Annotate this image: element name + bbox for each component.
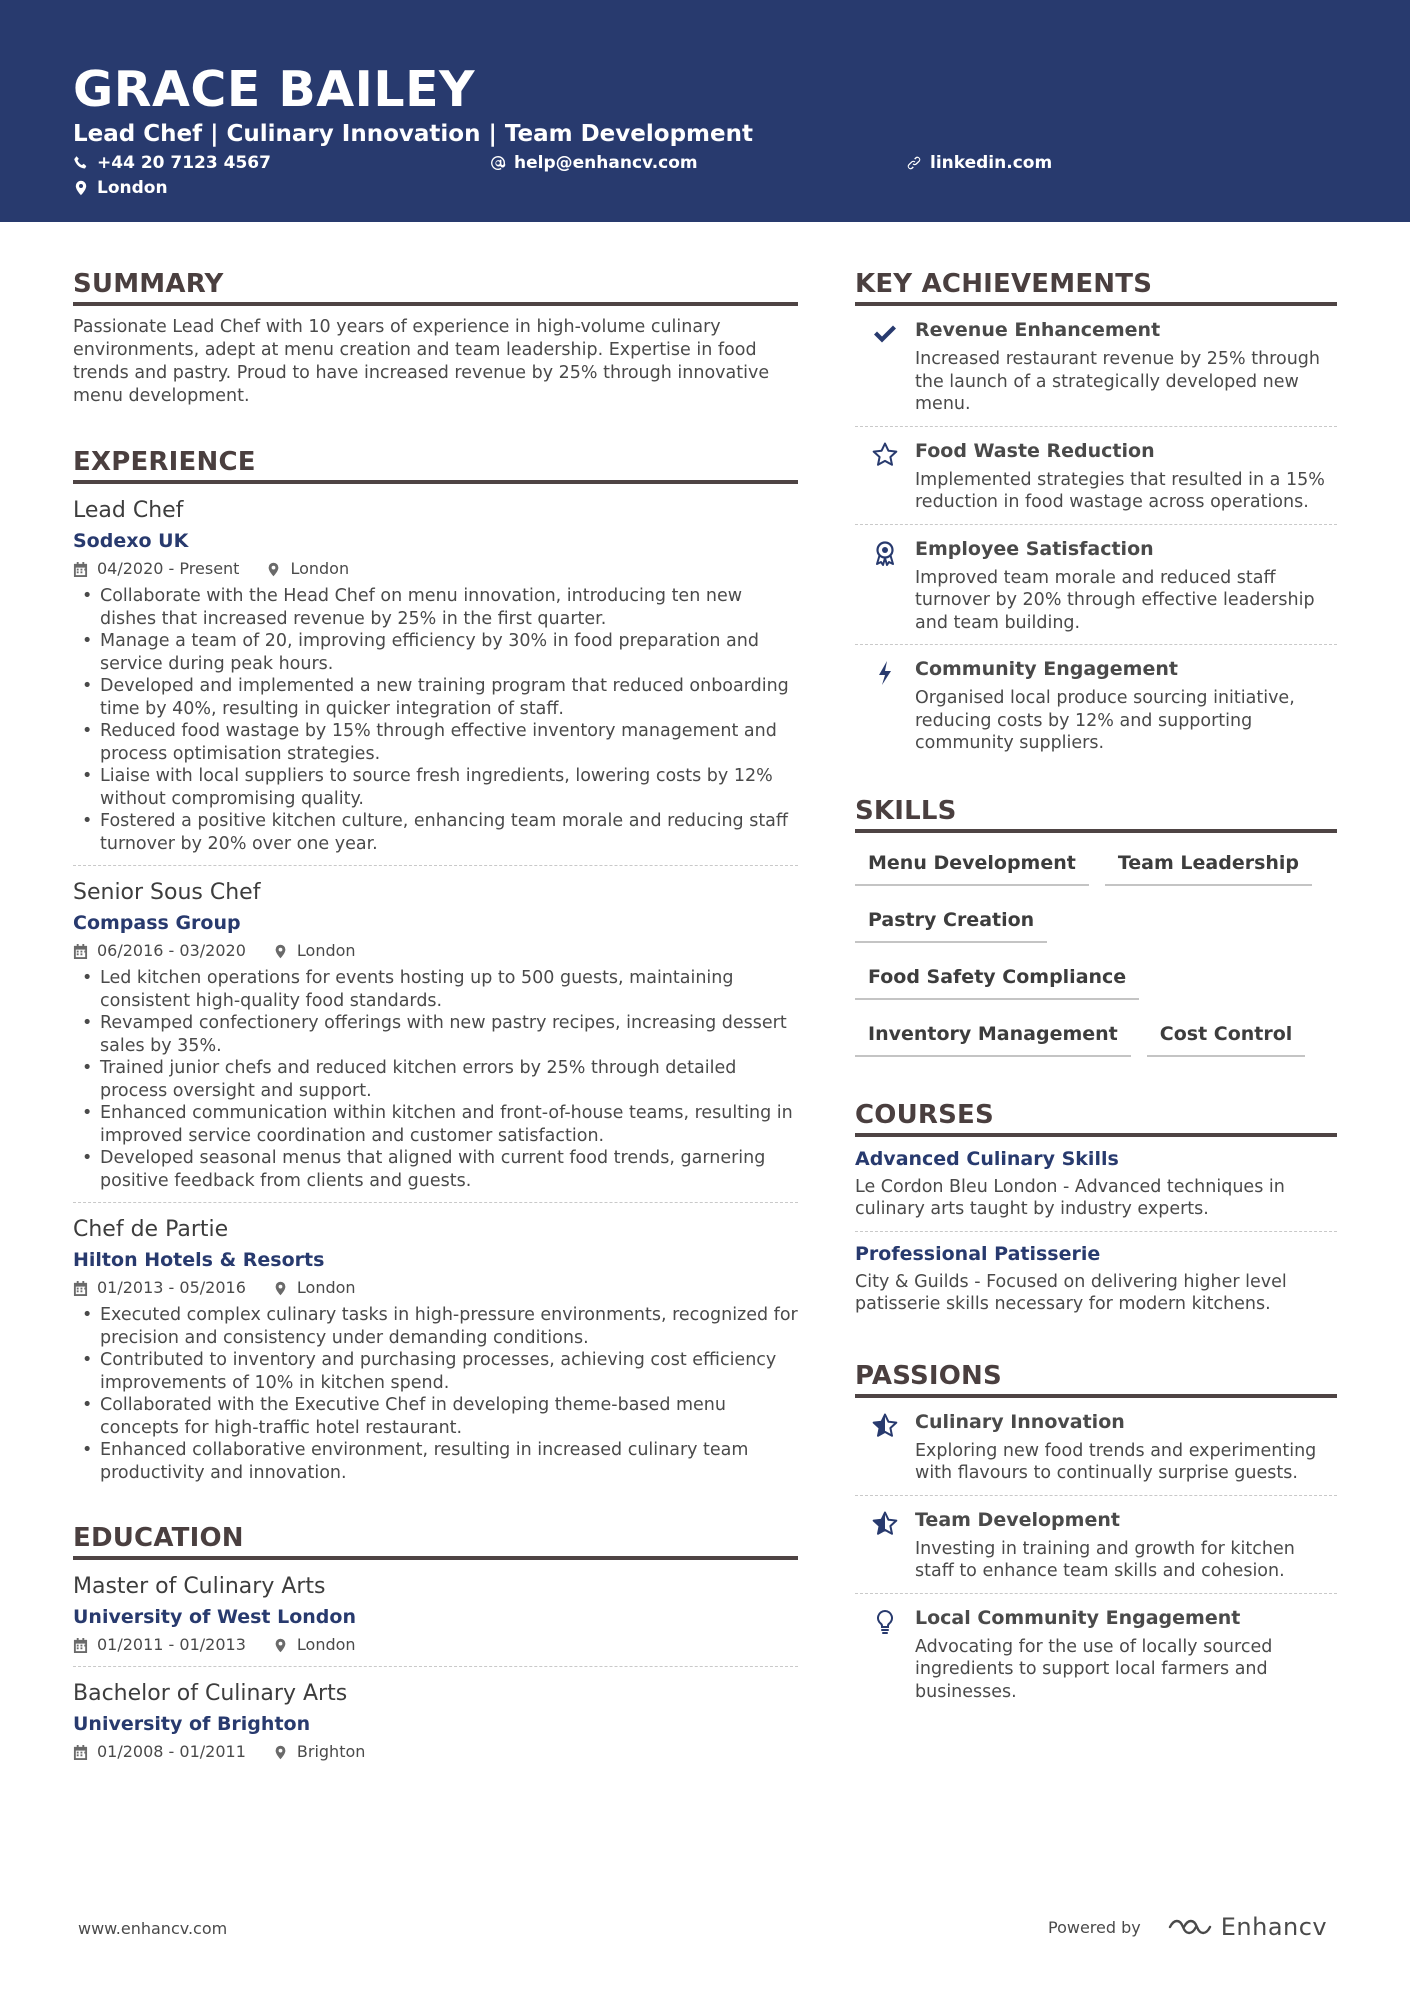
achievement-item [855, 525, 1337, 645]
link-icon [906, 155, 922, 171]
education-meta [73, 1634, 798, 1656]
job-location [266, 558, 349, 580]
courses-section [855, 1099, 1337, 1326]
phone-text: +44 20 7123 4567 [97, 153, 271, 173]
calendar-icon [73, 1745, 88, 1760]
achievements-section [855, 268, 1337, 765]
education-entry [73, 1560, 798, 1667]
job-title: Senior Sous Chef [73, 880, 261, 905]
star-half-icon [855, 1508, 915, 1583]
location-pin-icon [273, 1281, 288, 1296]
job-meta [73, 558, 798, 580]
email-contact[interactable] [490, 152, 698, 174]
bullet-item: • Led kitchen operations for events hosting up to 500 guests, maintaining consistent high-quality food standards. [73, 967, 798, 1012]
linkedin-text: linkedin.com [930, 153, 1053, 173]
skills-list [855, 847, 1337, 1057]
job-location-text: London [290, 559, 350, 578]
achievement-title: Community Engagement [915, 658, 1178, 680]
section-title: PASSIONS [855, 1360, 1002, 1391]
education-section [73, 1522, 798, 1763]
email-text: help@enhancv.com [514, 153, 698, 173]
passion-item [855, 1496, 1337, 1593]
achievement-item [855, 306, 1337, 426]
skills-section [855, 795, 1337, 1057]
candidate-name: GRACE BAILEY [73, 61, 476, 118]
company-name: Compass Group [73, 912, 241, 934]
calendar-icon [73, 1638, 88, 1653]
passion-description: Advocating for the use of locally sourced ingredients to support local farmers and businesses. [915, 1636, 1273, 1702]
passion-title: Culinary Innovation [915, 1410, 1125, 1433]
section-title: KEY ACHIEVEMENTS [855, 269, 1153, 299]
section-title: COURSES [855, 1099, 994, 1130]
powered-by-text: Powered by [1048, 1917, 1141, 1937]
passion-description: Exploring new food trends and experimenting with flavours to continually surprise guests. [915, 1440, 1317, 1483]
calendar-icon [73, 1281, 88, 1296]
bullet-item: • Enhanced collaborative environment, resulting in increased culinary team productivity and innovation. [73, 1439, 798, 1484]
location-pin-icon [273, 944, 288, 959]
calendar-icon [73, 562, 88, 577]
section-title: EDUCATION [73, 1523, 244, 1553]
bullet-item: • Developed seasonal menus that aligned with current food trends, garnering positive feedback from clients and guests. [73, 1147, 798, 1192]
passion-item [855, 1398, 1337, 1495]
footer-branding [1048, 1913, 1327, 1941]
location-pin-icon [266, 562, 281, 577]
job-meta [73, 940, 798, 962]
course-title: Advanced Culinary Skills [855, 1147, 1119, 1170]
award-icon [855, 537, 915, 635]
summary-text: Passionate Lead Chef with 10 years of experience in high-volume culinary environments, adept at menu creation and team leadership. Expertise in food trends and pastry. Proud to have increased revenue by 25% through innovative menu development. [73, 317, 770, 406]
bullet-item: • Fostered a positive kitchen culture, enhancing team morale and reducing staff turnover by 20% over one year. [73, 810, 798, 855]
achievement-title: Employee Satisfaction [915, 537, 1154, 560]
job-dates: 01/2013 - 05/2016 [97, 1278, 246, 1297]
skill-tag: Pastry Creation [855, 904, 1047, 943]
education-entry [73, 1667, 798, 1763]
job-location [273, 940, 356, 962]
phone-icon [73, 155, 89, 171]
job-dates: 06/2016 - 03/2020 [97, 941, 246, 960]
job-location-text: London [296, 941, 356, 960]
education-location [273, 1634, 356, 1656]
experience-section [73, 446, 798, 1484]
job-bullets [73, 967, 798, 1192]
achievement-description: Improved team morale and reduced staff turnover by 20% through effective leadership and team building. [915, 567, 1315, 633]
achievement-title: Food Waste Reduction [915, 439, 1155, 462]
bullet-item: • Developed and implemented a new training program that reduced onboarding time by 40%, resulting in quicker integration of staff. [73, 675, 798, 720]
job-bullets [73, 585, 798, 855]
star-half-icon [855, 1410, 915, 1485]
location-contact [73, 177, 168, 199]
section-title: SUMMARY [73, 269, 224, 299]
school-name: University of West London [73, 1606, 356, 1628]
skill-tag: Food Safety Compliance [855, 961, 1139, 1000]
degree-title: Bachelor of Culinary Arts [73, 1681, 348, 1706]
section-divider [855, 829, 1337, 833]
skill-tag: Inventory Management [855, 1018, 1131, 1057]
lightbulb-icon [855, 1606, 915, 1704]
achievement-item [855, 427, 1337, 524]
bullet-item: • Collaborate with the Head Chef on menu innovation, introducing ten new dishes that increased revenue by 25% in the first quarter. [73, 585, 798, 630]
job-title: Chef de Partie [73, 1217, 229, 1242]
bullet-item: • Liaise with local suppliers to source fresh ingredients, lowering costs by 12% without compromising quality. [73, 765, 798, 810]
left-column [73, 268, 798, 1763]
headline: Lead Chef | Culinary Innovation | Team Development [73, 121, 753, 147]
company-name: Sodexo UK [73, 530, 189, 552]
education-dates: 01/2008 - 01/2011 [97, 1742, 246, 1761]
job-entry [73, 866, 798, 1203]
bullet-item: • Contributed to inventory and purchasing processes, achieving cost efficiency improvements of 10% in kitchen spend. [73, 1349, 798, 1394]
location-text: London [97, 178, 168, 198]
achievement-description: Increased restaurant revenue by 25% through the launch of a strategically developed new menu. [915, 349, 1320, 414]
skill-tag: Menu Development [855, 847, 1089, 886]
company-name: Hilton Hotels & Resorts [73, 1249, 325, 1271]
bullet-item: • Collaborated with the Executive Chef in developing theme-based menu concepts for high-traffic hotel restaurant. [73, 1394, 798, 1439]
location-pin-icon [273, 1745, 288, 1760]
achievement-description: Implemented strategies that resulted in a 15% reduction in food wastage across operations. [915, 469, 1325, 512]
bullet-item: • Manage a team of 20, improving efficiency by 30% in food preparation and service during peak hours. [73, 630, 798, 675]
education-location-text: London [296, 1635, 356, 1654]
resume-header [0, 0, 1410, 222]
star-outline-icon [855, 439, 915, 514]
job-meta [73, 1277, 798, 1299]
linkedin-contact[interactable] [906, 152, 1052, 174]
calendar-icon [73, 944, 88, 959]
footer-website-link[interactable]: www.enhancv.com [78, 1919, 228, 1938]
passions-section [855, 1360, 1337, 1714]
skill-tag: Cost Control [1147, 1018, 1306, 1057]
job-location-text: London [296, 1278, 356, 1297]
education-dates: 01/2011 - 01/2013 [97, 1635, 246, 1654]
achievement-item [855, 645, 1337, 765]
job-entry [73, 484, 798, 866]
location-pin-icon [73, 180, 89, 196]
location-pin-icon [273, 1638, 288, 1653]
course-description: City & Guilds - Focused on delivering higher level patisserie skills necessary for modern kitchens. [855, 1271, 1287, 1314]
course-item [855, 1232, 1337, 1326]
passion-title: Local Community Engagement [915, 1606, 1241, 1629]
bullet-item: • Reduced food wastage by 15% through effective inventory management and process optimisation strategies. [73, 720, 798, 765]
education-location-text: Brighton [296, 1742, 366, 1761]
school-name: University of Brighton [73, 1713, 311, 1735]
check-icon [855, 318, 915, 416]
course-description: Le Cordon Bleu London - Advanced techniques in culinary arts taught by industry experts. [855, 1176, 1285, 1219]
course-item [855, 1137, 1337, 1231]
bullet-item: • Revamped confectionery offerings with new pastry recipes, increasing dessert sales by 35%. [73, 1012, 798, 1057]
at-icon [490, 155, 506, 171]
passion-description: Investing in training and growth for kitchen staff to enhance team skills and cohesion. [915, 1538, 1295, 1581]
bolt-icon [855, 657, 915, 755]
section-divider [73, 302, 798, 306]
education-location [273, 1741, 366, 1763]
job-location [273, 1277, 356, 1299]
achievement-description: Organised local produce sourcing initiative, reducing costs by 12% and supporting community suppliers. [915, 688, 1295, 753]
degree-title: Master of Culinary Arts [73, 1574, 326, 1599]
section-title: EXPERIENCE [73, 447, 256, 477]
job-bullets [73, 1304, 798, 1484]
passion-title: Team Development [915, 1508, 1120, 1531]
bullet-item: • Trained junior chefs and reduced kitchen errors by 25% through detailed process oversight and support. [73, 1057, 798, 1102]
course-title: Professional Patisserie [855, 1242, 1101, 1265]
phone-contact[interactable] [73, 152, 271, 174]
skill-tag: Team Leadership [1105, 847, 1312, 886]
section-title: SKILLS [855, 795, 957, 826]
achievement-title: Revenue Enhancement [915, 319, 1161, 341]
brand-name[interactable]: Enhancv [1220, 1913, 1328, 1941]
right-column [855, 268, 1337, 1713]
passion-item [855, 1594, 1337, 1714]
summary-section [73, 268, 798, 408]
job-title: Lead Chef [73, 498, 184, 523]
job-entry [73, 1203, 798, 1484]
bullet-item: • Enhanced communication within kitchen and front-of-house teams, resulting in improved service coordination and customer satisfaction. [73, 1102, 798, 1147]
bullet-item: • Executed complex culinary tasks in high-pressure environments, recognized for precision and consistency under demanding conditions. [73, 1304, 798, 1349]
enhancv-logo-icon [1167, 1915, 1213, 1939]
job-dates: 04/2020 - Present [97, 559, 240, 578]
education-meta [73, 1741, 798, 1763]
